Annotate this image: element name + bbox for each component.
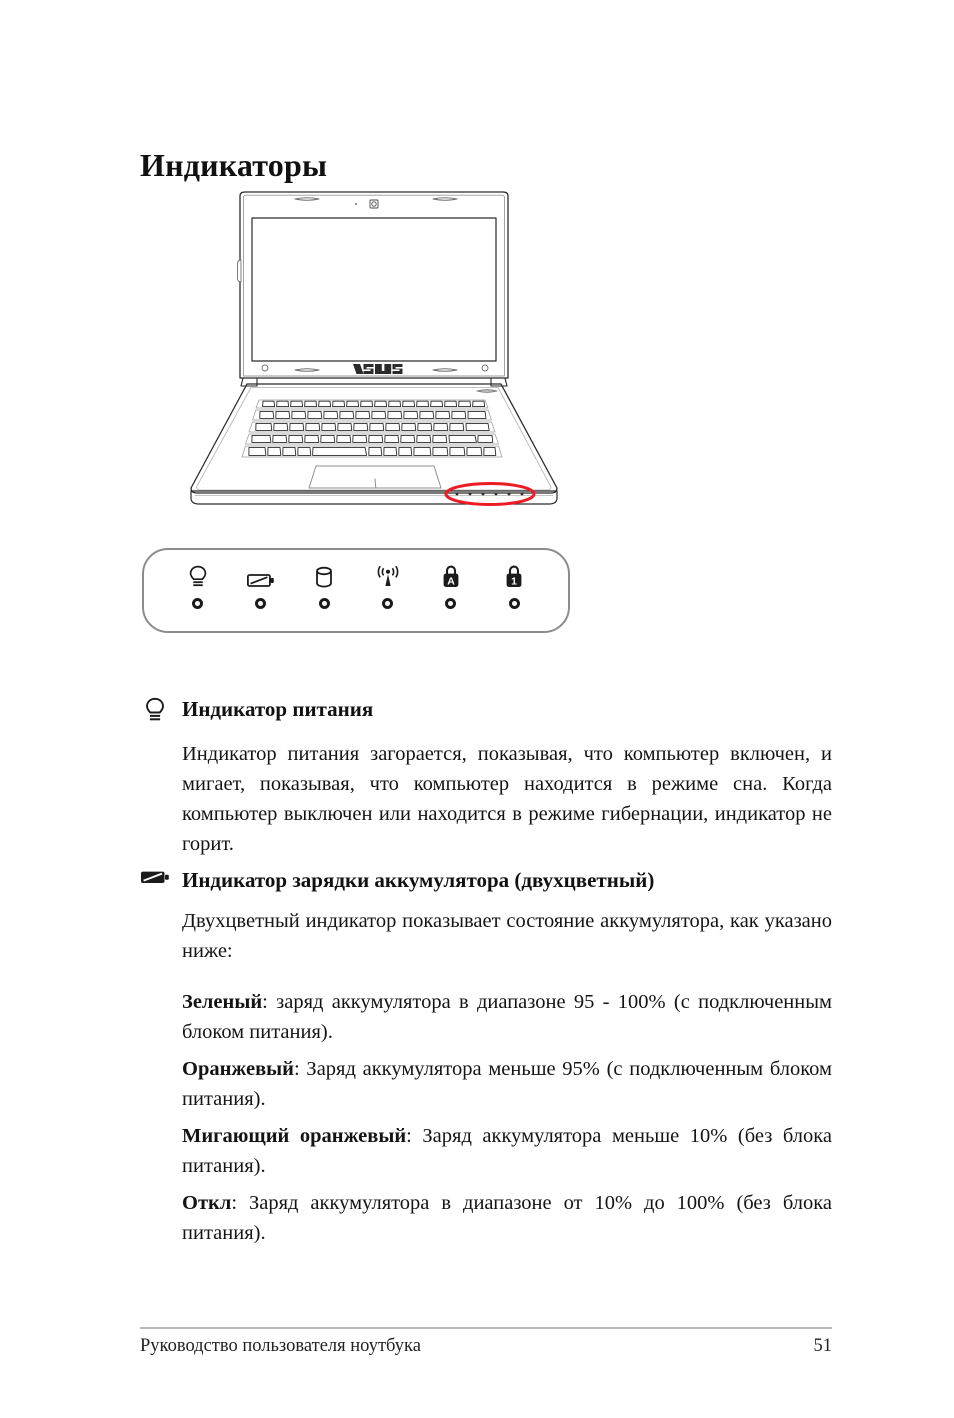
battery-icon — [247, 563, 275, 589]
battery-led — [255, 598, 266, 609]
battery-charge-indicator — [229, 563, 292, 609]
battery-state-separator: : — [406, 1125, 412, 1147]
capital-lock-indicator — [419, 563, 482, 609]
page-footer — [140, 1336, 832, 1357]
caps-lock-led — [445, 598, 456, 609]
page-number: 51 — [813, 1336, 832, 1356]
battery-state-separator: : — [231, 1192, 238, 1214]
section-heading-label: Индикатор зарядки аккумулятора (двухцветный) — [182, 868, 655, 892]
battery-state-text: Заряд аккумулятора в диапазоне от 10% до 100% (без блока питания). — [182, 1192, 832, 1244]
num-lock-led — [509, 598, 520, 609]
battery-state-text: заряд аккумулятора в диапазоне 95 - 100% (с подключенным блоком питания). — [182, 991, 832, 1043]
section-heading — [140, 697, 832, 724]
section-power-indicator — [140, 697, 832, 880]
section-heading — [140, 868, 832, 893]
drive-led — [319, 598, 330, 609]
drive-activity-indicator — [293, 563, 356, 609]
battery-state-label: Зеленый — [182, 991, 263, 1013]
battery-state-text: Заряд аккумулятора меньше 95% (с подключенным блоком питания). — [182, 1058, 832, 1110]
caps-lock-icon — [441, 563, 461, 589]
battery-state-off — [140, 1189, 832, 1249]
battery-state-text: Заряд аккумулятора меньше 10% (без блока питания). — [182, 1125, 833, 1177]
indicator-row — [144, 563, 568, 609]
notebook-illustration — [185, 188, 565, 513]
section-body: Двухцветный индикатор показывает состояние аккумулятора, как указано ниже: — [182, 910, 832, 963]
footer-title: Руководство пользователя ноутбука — [140, 1336, 421, 1356]
battery-state-label: Мигающий оранжевый — [182, 1125, 407, 1147]
wireless-icon — [375, 563, 401, 589]
section-battery-indicator — [140, 868, 832, 988]
svg-text:A: A — [447, 575, 455, 588]
wireless-indicator — [356, 563, 419, 609]
battery-state-separator: : — [262, 991, 268, 1013]
section-heading-label: Индикатор питания — [182, 697, 374, 721]
number-lock-indicator — [483, 563, 546, 609]
wireless-led — [382, 598, 393, 609]
battery-state-label: Оранжевый — [182, 1058, 294, 1080]
power-indicator — [166, 563, 229, 609]
battery-icon — [140, 868, 170, 886]
svg-text:1: 1 — [511, 575, 518, 588]
indicator-panel — [142, 548, 570, 633]
lightbulb-icon — [188, 563, 208, 589]
num-lock-icon — [504, 563, 524, 589]
battery-state-orange — [140, 1055, 832, 1115]
battery-state-separator: : — [294, 1058, 300, 1080]
battery-state-label: Откл — [182, 1192, 232, 1214]
footer-divider — [140, 1327, 832, 1329]
power-led — [192, 598, 203, 609]
page-title: Индикаторы — [140, 147, 328, 184]
section-body: Индикатор питания загорается, показывая, что компьютер включен, и мигает, показывая, что компьютер находится в режиме сна. Когда компьютер выключен или находится в режиме гибернации, индикатор не горит. — [182, 743, 832, 855]
lightbulb-icon — [140, 697, 170, 724]
battery-state-blinking-orange — [140, 1122, 832, 1182]
drive-icon — [315, 563, 333, 589]
battery-state-green — [140, 988, 832, 1048]
